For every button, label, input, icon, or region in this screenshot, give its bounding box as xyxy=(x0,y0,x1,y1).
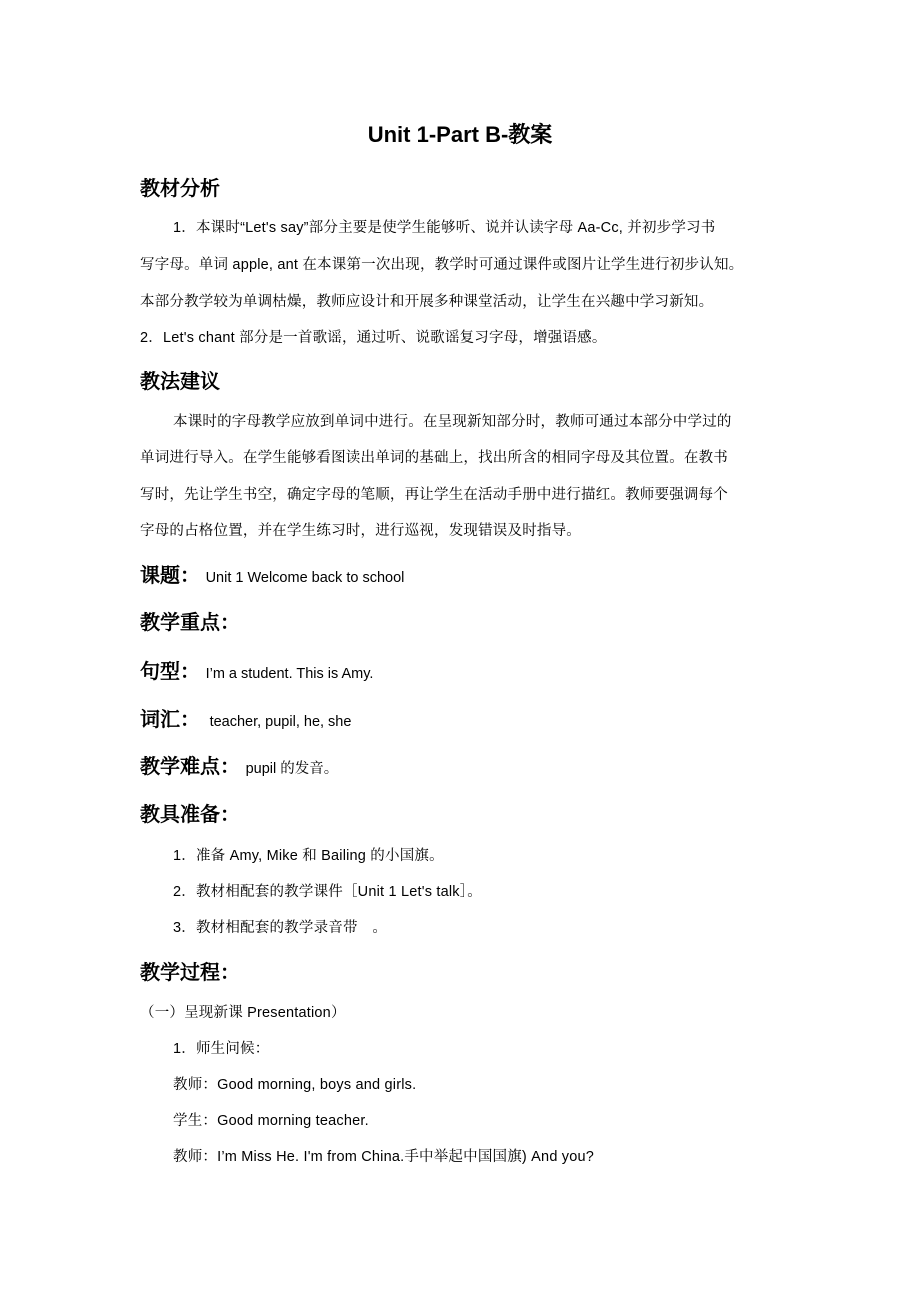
tools-item-1: 1．准备 Amy, Mike 和 Bailing 的小国旗。 xyxy=(173,848,444,864)
topic-row xyxy=(140,559,404,588)
process-line-2: 教师：Good morning, boys and girls. xyxy=(173,1077,417,1093)
tools-item-2: 2．教材相配套的教学课件［Unit 1 Let's talk］。 xyxy=(173,884,482,900)
heading-tools: 教具准备： xyxy=(140,804,240,826)
vocab-row xyxy=(140,703,351,732)
topic-label: 课题： xyxy=(140,565,200,587)
vocab-value: teacher, pupil, he, she xyxy=(209,714,352,730)
topic-value: Unit 1 Welcome back to school xyxy=(205,570,405,586)
heading-method: 教法建议 xyxy=(140,371,220,393)
sentence-row xyxy=(140,655,373,684)
process-line-4: 教师：I’m Miss He. I'm from China.手中举起中国国旗) And you? xyxy=(173,1149,595,1165)
analysis-line-4: 2．Let's chant 部分是一首歌谣，通过听、说歌谣复习字母，增强语感。 xyxy=(140,330,607,346)
difficulty-value: pupil 的发音。 xyxy=(245,761,339,777)
document-title: Unit 1-Part B-教案 xyxy=(367,122,553,147)
analysis-line-2: 写字母。单词 apple, ant 在本课第一次出现，教学时可通过课件或图片让学生进行初步认知。 xyxy=(140,257,744,273)
vocab-label: 词汇： xyxy=(140,709,200,731)
method-line-2: 单词进行导入。在学生能够看图读出单词的基础上，找出所含的相同字母及其位置。在教书 xyxy=(140,450,728,466)
sentence-value: I’m a student. This is Amy. xyxy=(205,666,374,682)
process-subheading: （一）呈现新课 Presentation） xyxy=(140,1005,346,1021)
difficulty-label: 教学难点： xyxy=(140,756,240,778)
method-line-1: 本课时的字母教学应放到单词中进行。在呈现新知部分时，教师可通过本部分中学过的 xyxy=(173,414,732,430)
sentence-label: 句型： xyxy=(140,661,200,683)
method-line-4: 字母的占格位置，并在学生练习时，进行巡视，发现错误及时指导。 xyxy=(140,523,581,539)
difficulty-row xyxy=(140,750,338,779)
heading-key-points: 教学重点： xyxy=(140,612,240,634)
process-line-3: 学生：Good morning teacher. xyxy=(173,1113,369,1129)
heading-process: 教学过程： xyxy=(140,962,240,984)
analysis-line-1: 1．本课时“Let's say”部分主要是使学生能够听、说并认读字母 Aa-Cc, 并初步学习书 xyxy=(173,220,716,236)
tools-item-3: 3．教材相配套的教学录音带 。 xyxy=(173,920,388,936)
method-line-3: 写时，先让学生书空，确定字母的笔顺，再让学生在活动手册中进行描红。教师要强调每个 xyxy=(140,487,728,503)
analysis-line-3: 本部分教学较为单调枯燥，教师应设计和开展多种课堂活动，让学生在兴趣中学习新知。 xyxy=(140,294,714,310)
heading-analysis: 教材分析 xyxy=(140,178,220,200)
process-line-1: 1．师生问候： xyxy=(173,1041,270,1057)
